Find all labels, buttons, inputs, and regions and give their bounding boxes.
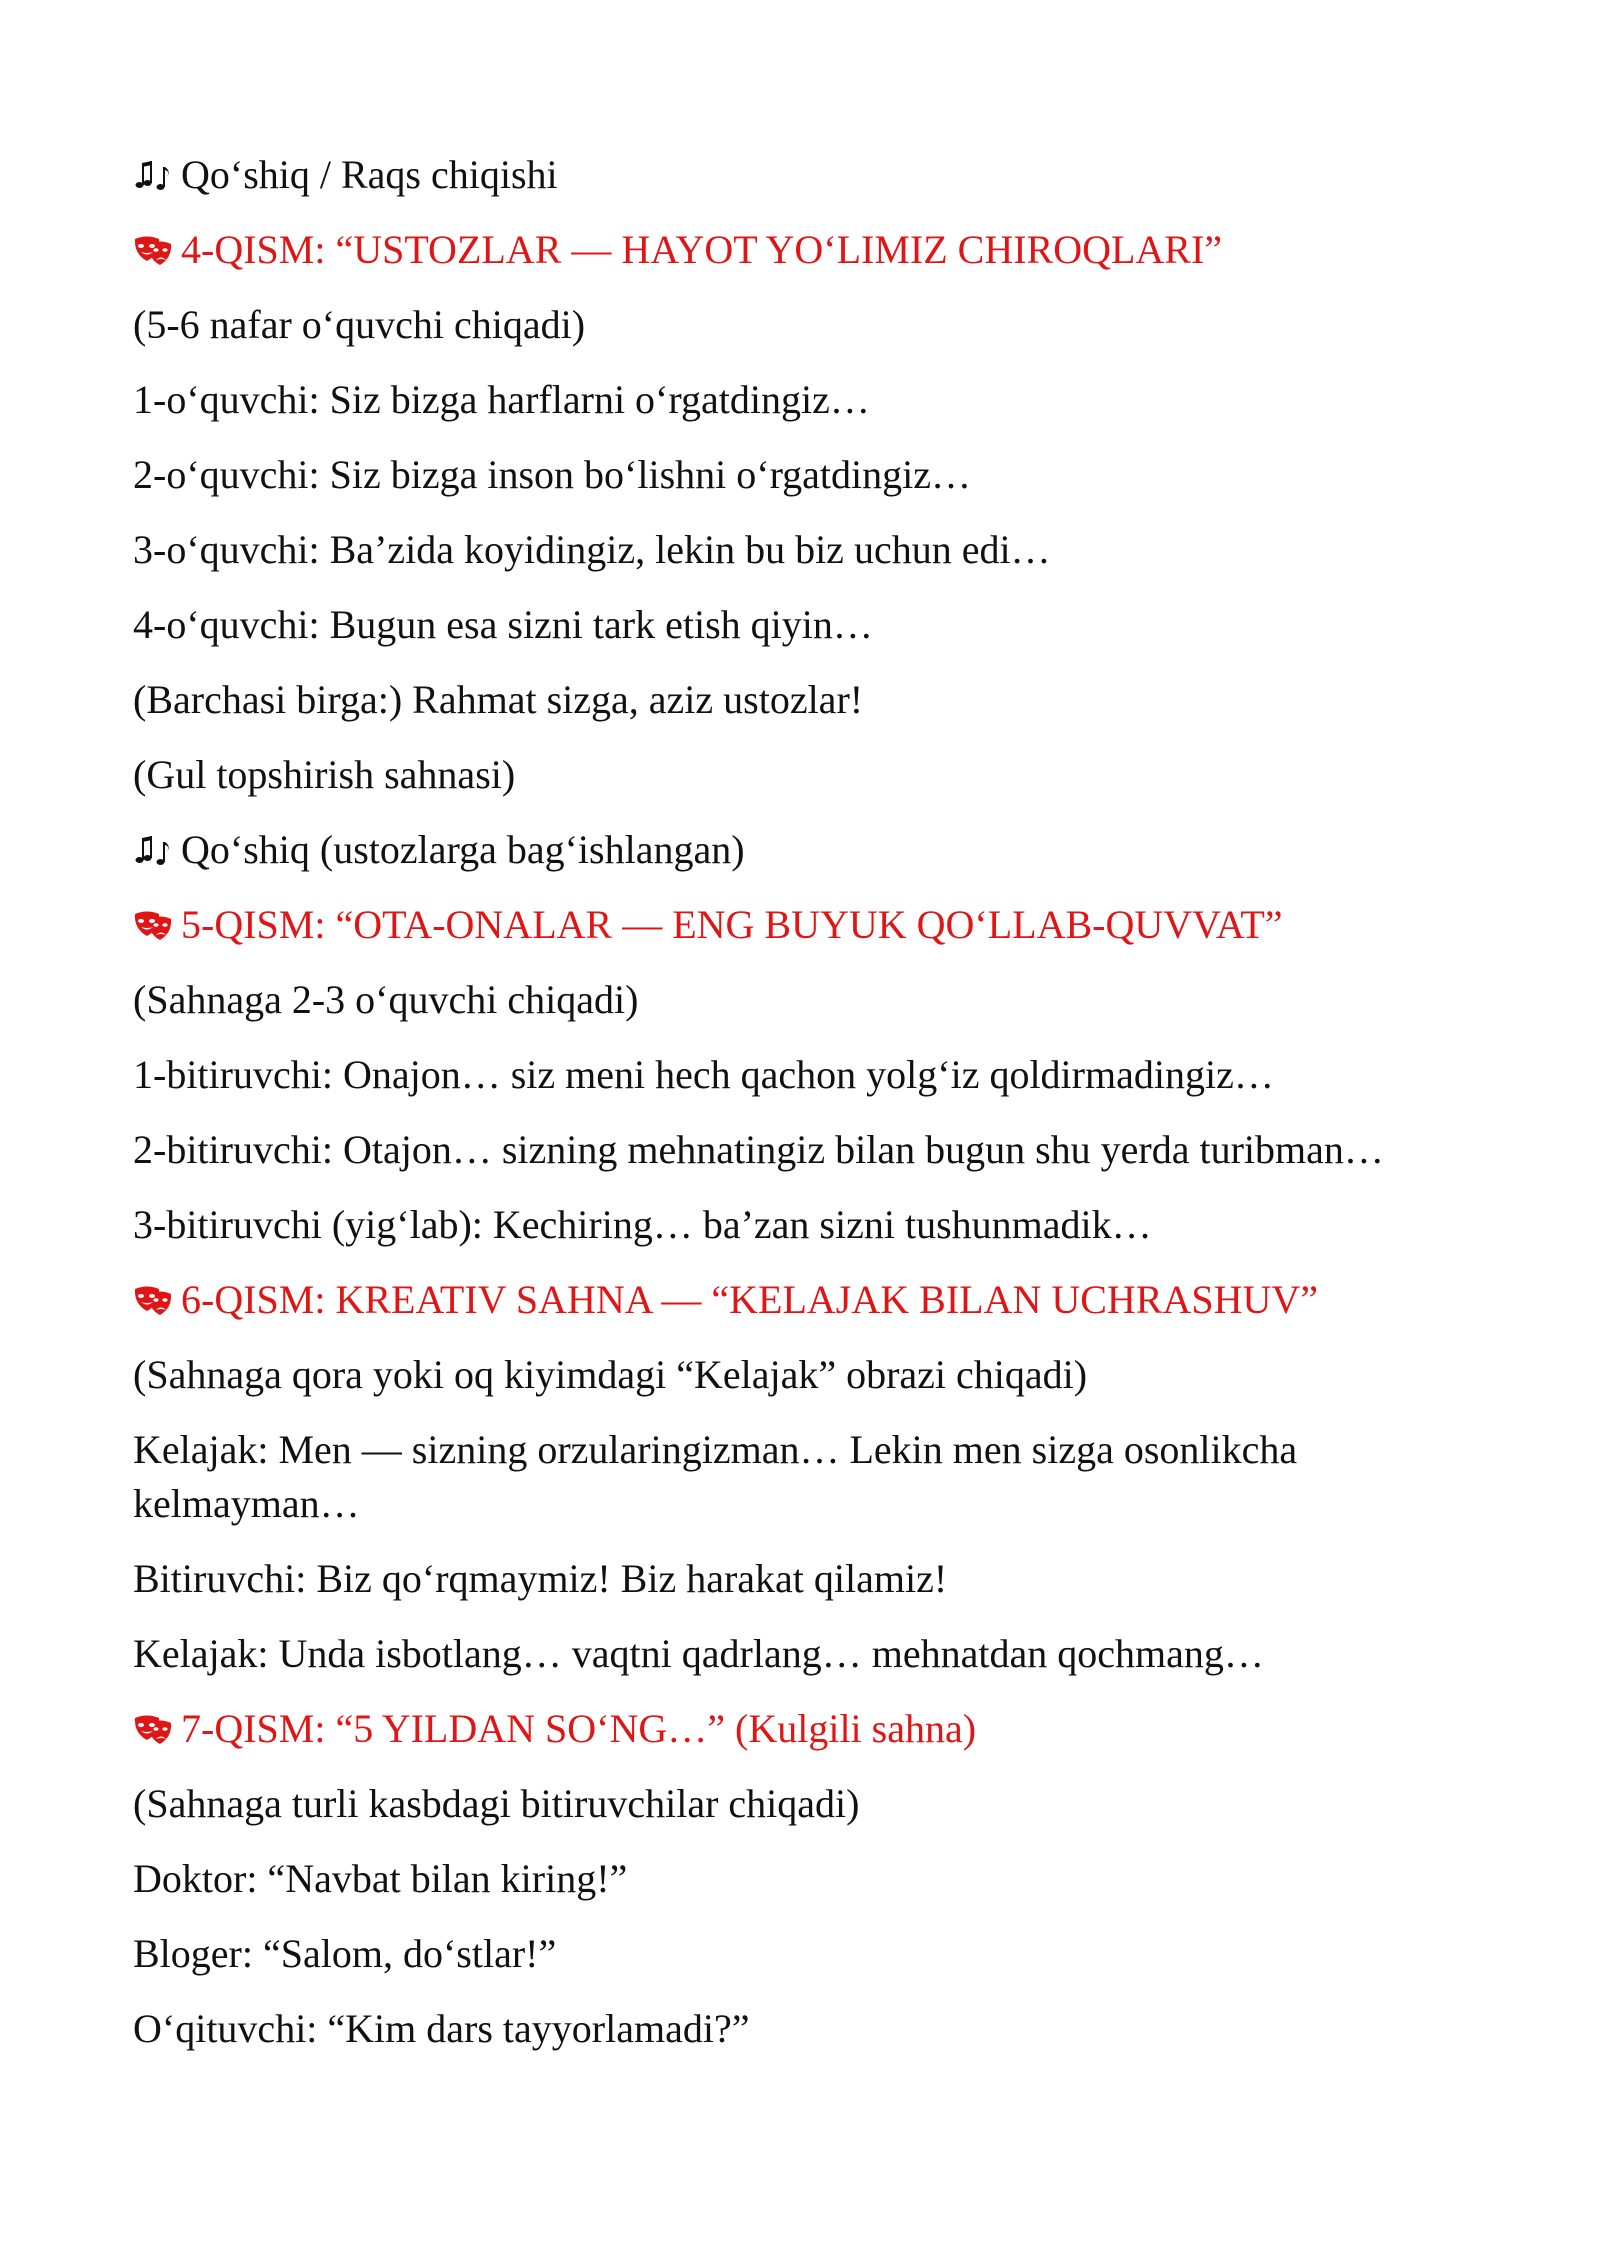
section-heading [133,898,1493,952]
stage-direction: (Sahnaga turli kasbdagi bitiruvchilar chiqadi) [133,1781,860,1826]
dialogue-line: Bloger: “Salom, do‘stlar!” [133,1931,557,1976]
song-title: Qo‘shiq / Raqs chiqishi [181,152,558,197]
dialogue-line: Kelajak: Men — sizning orzularingizman… Lekin men sizga osonlikcha kelmayman… [133,1427,1298,1526]
dialogue-line: Doktor: “Navbat bilan kiring!” [133,1856,628,1901]
stage-direction: (Gul topshirish sahnasi) [133,752,516,797]
section-heading [133,223,1493,277]
theater-masks-icon [133,235,173,267]
dialogue-line: 1-o‘quvchi: Siz bizga harflarni o‘rgatdingiz… [133,377,870,422]
dialogue-line: Bitiruvchi: Biz qo‘rqmaymiz! Biz harakat qilamiz! [133,1556,948,1601]
stage-direction: (Sahnaga qora yoki oq kiyimdagi “Kelajak” obrazi chiqadi) [133,1352,1088,1397]
song-line [133,148,1493,202]
heading-text: 7-QISM: “5 YILDAN SO‘NG…” (Kulgili sahna) [181,1706,977,1751]
dialogue-line: 3-o‘quvchi: Ba’zida koyidingiz, lekin bu biz uchun edi… [133,527,1051,572]
theater-masks-icon [133,1714,173,1746]
song-line [133,823,1493,877]
heading-text: 5-QISM: “OTA-ONALAR — ENG BUYUK QO‘LLAB-QUVVAT” [181,902,1283,947]
theater-masks-icon [133,910,173,942]
stage-direction: (5-6 nafar o‘quvchi chiqadi) [133,302,586,347]
section-heading [133,1273,1493,1327]
dialogue-line: 2-bitiruvchi: Otajon… sizning mehnatingiz bilan bugun shu yerda turibman… [133,1127,1384,1172]
heading-text: 4-QISM: “USTOZLAR — HAYOT YO‘LIMIZ CHIROQLARI” [181,227,1223,272]
music-notes-icon [133,158,173,194]
dialogue-line: 3-bitiruvchi (yig‘lab): Kechiring… ba’zan sizni tushunmadik… [133,1202,1152,1247]
heading-text: 6-QISM: KREATIV SAHNA — “KELAJAK BILAN UCHRASHUV” [181,1277,1319,1322]
dialogue-line: O‘qituvchi: “Kim dars tayyorlamadi?” [133,2006,750,2051]
dialogue-line: (Barchasi birga:) Rahmat sizga, aziz ustozlar! [133,677,864,722]
section-heading [133,1702,1493,1756]
stage-direction: (Sahnaga 2-3 o‘quvchi chiqadi) [133,977,639,1022]
theater-masks-icon [133,1285,173,1317]
script-body [133,148,1493,2077]
dialogue-line: 4-o‘quvchi: Bugun esa sizni tark etish qiyin… [133,602,873,647]
dialogue-line: Kelajak: Unda isbotlang… vaqtni qadrlang… mehnatdan qochmang… [133,1631,1264,1676]
music-notes-icon [133,833,173,869]
dialogue-line: 1-bitiruvchi: Onajon… siz meni hech qachon yolg‘iz qoldirmadingiz… [133,1052,1274,1097]
dialogue-line: 2-o‘quvchi: Siz bizga inson bo‘lishni o‘rgatdingiz… [133,452,972,497]
song-title: Qo‘shiq (ustozlarga bag‘ishlangan) [181,827,745,872]
